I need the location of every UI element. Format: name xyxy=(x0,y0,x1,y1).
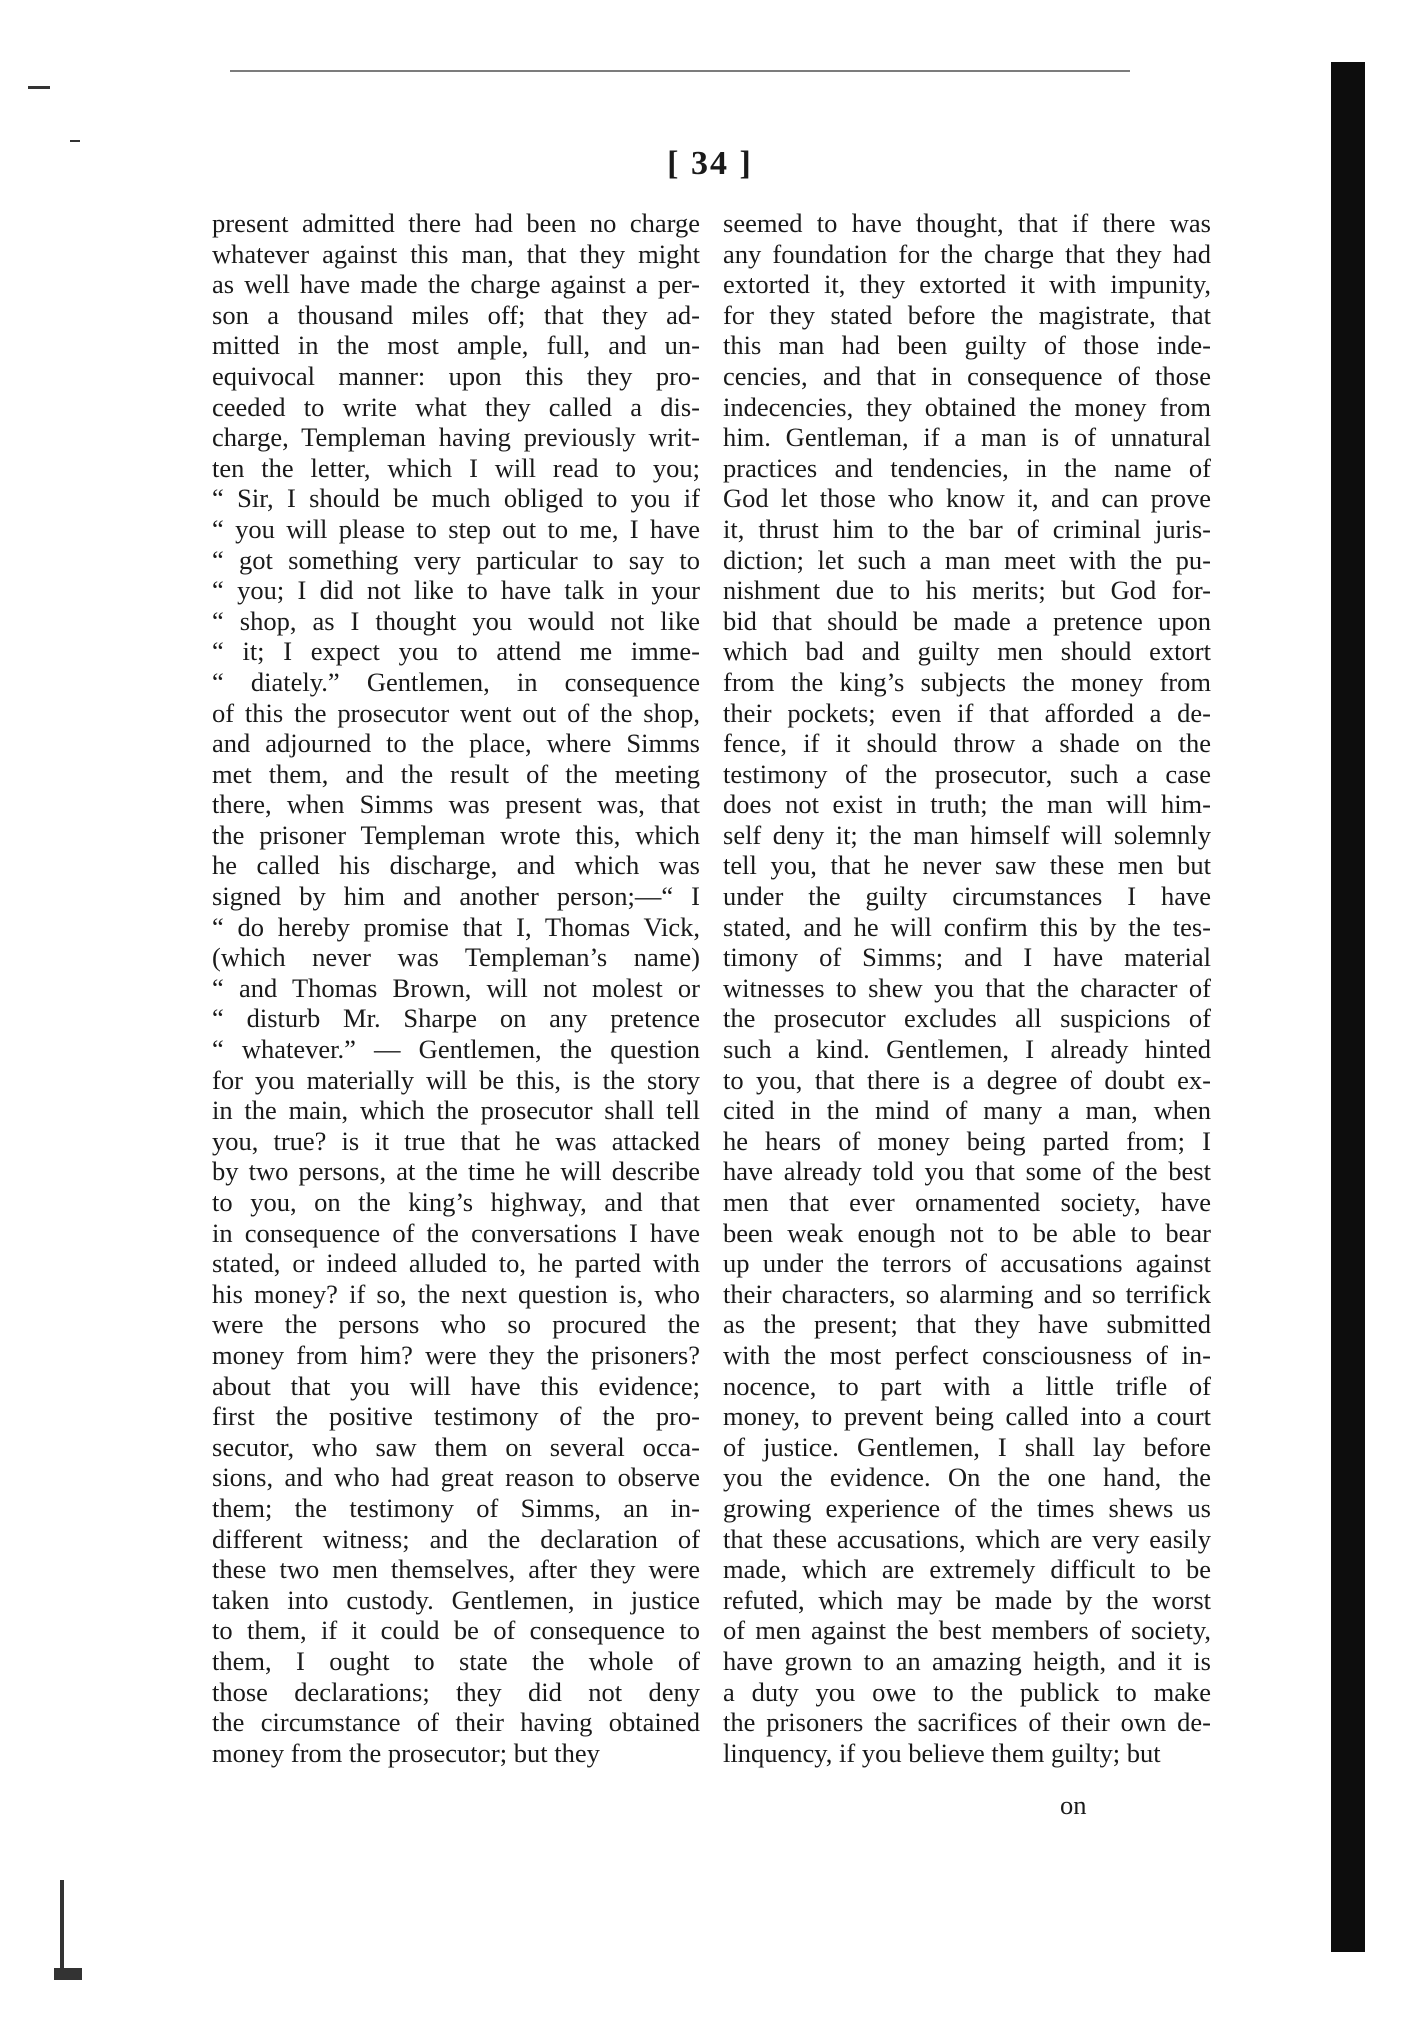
text-line: bid that should be made a pretence upon xyxy=(723,605,1211,636)
text-line: seemed to have thought, that if there was xyxy=(723,208,1211,238)
text-line: those declarations; they did not deny xyxy=(212,1676,700,1707)
text-line: nishment due to his merits; but God for- xyxy=(723,575,1211,606)
text-line: him. Gentleman, if a man is of unnatural xyxy=(723,422,1211,453)
page-number: [ 34 ] xyxy=(667,145,753,182)
text-line: that these accusations, which are very easily xyxy=(723,1523,1211,1554)
text-line: the circumstance of their having obtained xyxy=(212,1707,700,1738)
text-line: with the most perfect consciousness of in- xyxy=(723,1339,1211,1370)
text-line: which bad and guilty men should extort xyxy=(723,636,1211,667)
text-line: cencies, and that in consequence of those xyxy=(723,360,1211,391)
text-line: stated, and he will confirm this by the tes- xyxy=(723,911,1211,942)
text-line: present admitted there had been no charge xyxy=(212,208,700,238)
text-line: you, true? is it true that he was attacked xyxy=(212,1125,700,1156)
text-line: to you, on the king’s highway, and that xyxy=(212,1187,700,1217)
text-line: cited in the mind of many a man, when xyxy=(723,1095,1211,1126)
text-line: of men against the best members of society, xyxy=(723,1615,1211,1646)
text-line: for they stated before the magistrate, that xyxy=(723,299,1211,330)
top-rule xyxy=(230,70,1130,72)
text-line: their pockets; even if that afforded a de- xyxy=(723,697,1211,728)
page-binding-edge xyxy=(1331,62,1365,1952)
text-line: ten the letter, which I will read to you; xyxy=(212,452,700,483)
text-line: growing experience of the times shews us xyxy=(723,1492,1211,1523)
text-line: son a thousand miles off; that they ad- xyxy=(212,299,700,330)
text-line: a duty you owe to the publick to make xyxy=(723,1676,1211,1707)
text-line: “ diately.” Gentlemen, in consequence xyxy=(212,666,700,697)
text-line: timony of Simms; and I have material xyxy=(723,942,1211,973)
text-line: were the persons who so procured the xyxy=(212,1309,700,1340)
text-line: the prosecutor excludes all suspicions of xyxy=(723,1003,1211,1034)
text-line: of justice. Gentlemen, I shall lay before xyxy=(723,1431,1211,1462)
text-line: (which never was Templeman’s name) xyxy=(212,942,700,973)
text-line: “ you; I did not like to have talk in your xyxy=(212,575,700,606)
text-line: any foundation for the charge that they had xyxy=(723,238,1211,269)
text-line: been weak enough not to be able to bear xyxy=(723,1217,1211,1248)
text-line: in consequence of the conversations I have xyxy=(212,1217,700,1248)
text-line: his money? if so, the next question is, who xyxy=(212,1278,700,1309)
text-line: these two men themselves, after they were xyxy=(212,1554,700,1585)
text-line: there, when Simms was present was, that xyxy=(212,789,700,820)
text-line: money from him? were they the prisoners? xyxy=(212,1339,700,1370)
text-line: the prisoners the sacrifices of their own de- xyxy=(723,1707,1211,1738)
text-line: have grown to an amazing heigth, and it is xyxy=(723,1645,1211,1676)
text-line: as well have made the charge against a per- xyxy=(212,269,700,300)
text-line: self deny it; the man himself will solemnly xyxy=(723,819,1211,850)
text-line: “ disturb Mr. Sharpe on any pretence xyxy=(212,1003,700,1034)
text-line: “ you will please to step out to me, I have xyxy=(212,513,700,544)
text-line: secutor, who saw them on several occa- xyxy=(212,1431,700,1462)
text-line: of this the prosecutor went out of the shop, xyxy=(212,697,700,728)
text-line: about that you will have this evidence; xyxy=(212,1370,700,1401)
text-line: have already told you that some of the best xyxy=(723,1156,1211,1187)
text-line: “ shop, as I thought you would not like xyxy=(212,605,700,636)
text-line: “ do hereby promise that I, Thomas Vick, xyxy=(212,911,700,942)
text-line: from the king’s subjects the money from xyxy=(723,666,1211,697)
text-line: mitted in the most ample, full, and un- xyxy=(212,330,700,361)
text-line: he hears of money being parted from; I xyxy=(723,1125,1211,1156)
text-line: indecencies, they obtained the money from xyxy=(723,391,1211,422)
text-line: sions, and who had great reason to observe xyxy=(212,1462,700,1493)
text-line: tell you, that he never saw these men but xyxy=(723,850,1211,881)
ink-speck xyxy=(28,86,50,89)
text-line: money from the prosecutor; but they xyxy=(212,1737,600,1768)
text-line: “ whatever.” — Gentlemen, the question xyxy=(212,1034,700,1065)
text-line: up under the terrors of accusations against xyxy=(723,1248,1211,1279)
text-line: by two persons, at the time he will describe xyxy=(212,1156,700,1187)
text-line: them; the testimony of Simms, an in- xyxy=(212,1492,700,1523)
text-line: to them, if it could be of consequence to xyxy=(212,1615,700,1646)
text-line: equivocal manner: upon this they pro- xyxy=(212,360,700,391)
text-line: it, thrust him to the bar of criminal juris- xyxy=(723,513,1211,544)
text-line: under the guilty circumstances I have xyxy=(723,881,1211,912)
text-line: practices and tendencies, in the name of xyxy=(723,452,1211,483)
text-line: “ Sir, I should be much obliged to you if xyxy=(212,483,700,514)
text-line: made, which are extremely difficult to be xyxy=(723,1554,1211,1585)
text-line: met them, and the result of the meeting xyxy=(212,758,700,789)
text-line: this man had been guilty of those inde- xyxy=(723,330,1211,361)
text-line: charge, Templeman having previously writ- xyxy=(212,422,700,453)
ink-speck xyxy=(70,140,80,142)
text-line: signed by him and another person;—“ I xyxy=(212,881,700,912)
text-line: “ got something very particular to say to xyxy=(212,544,700,575)
text-line: to you, that there is a degree of doubt ex- xyxy=(723,1064,1211,1095)
text-line: men that ever ornamented society, have xyxy=(723,1187,1211,1217)
text-line: as the present; that they have submitted xyxy=(723,1309,1211,1340)
text-line: testimony of the prosecutor, such a case xyxy=(723,758,1211,789)
text-line: in the main, which the prosecutor shall tell xyxy=(212,1095,700,1126)
text-line: ceeded to write what they called a dis- xyxy=(212,391,700,422)
text-line: money, to prevent being called into a court xyxy=(723,1401,1211,1432)
text-line: for you materially will be this, is the story xyxy=(212,1064,700,1095)
text-line: nocence, to part with a little trifle of xyxy=(723,1370,1211,1401)
text-line: refuted, which may be made by the worst xyxy=(723,1584,1211,1615)
text-line: you the evidence. On the one hand, the xyxy=(723,1462,1211,1493)
text-line: them, I ought to state the whole of xyxy=(212,1645,700,1676)
text-line: first the positive testimony of the pro- xyxy=(212,1401,700,1432)
text-line: linquency, if you believe them guilty; but xyxy=(723,1737,1161,1768)
ink-speck xyxy=(54,1968,82,1980)
ink-speck xyxy=(60,1880,64,1980)
text-line: stated, or indeed alluded to, he parted with xyxy=(212,1248,700,1279)
text-line: he called his discharge, and which was xyxy=(212,850,700,881)
text-line: whatever against this man, that they might xyxy=(212,238,700,269)
text-line: taken into custody. Gentlemen, in justice xyxy=(212,1584,700,1615)
text-line: “ it; I expect you to attend me imme- xyxy=(212,636,700,667)
text-line: their characters, so alarming and so terrifick xyxy=(723,1278,1211,1309)
text-line: such a kind. Gentlemen, I already hinted xyxy=(723,1034,1211,1065)
text-line: God let those who know it, and can prove xyxy=(723,483,1211,514)
text-line: the prisoner Templeman wrote this, which xyxy=(212,819,700,850)
text-line: diction; let such a man meet with the pu- xyxy=(723,544,1211,575)
text-line: “ and Thomas Brown, will not molest or xyxy=(212,972,700,1003)
text-line: does not exist in truth; the man will him- xyxy=(723,789,1211,820)
text-line: fence, if it should throw a shade on the xyxy=(723,728,1211,759)
text-line: and adjourned to the place, where Simms xyxy=(212,728,700,759)
text-line: different witness; and the declaration of xyxy=(212,1523,700,1554)
text-line: extorted it, they extorted it with impunity, xyxy=(723,269,1211,300)
right-text-column xyxy=(723,208,1211,1768)
left-text-column xyxy=(212,208,700,1768)
text-line: witnesses to shew you that the character of xyxy=(723,972,1211,1003)
catchword: on xyxy=(1060,1790,1087,1820)
